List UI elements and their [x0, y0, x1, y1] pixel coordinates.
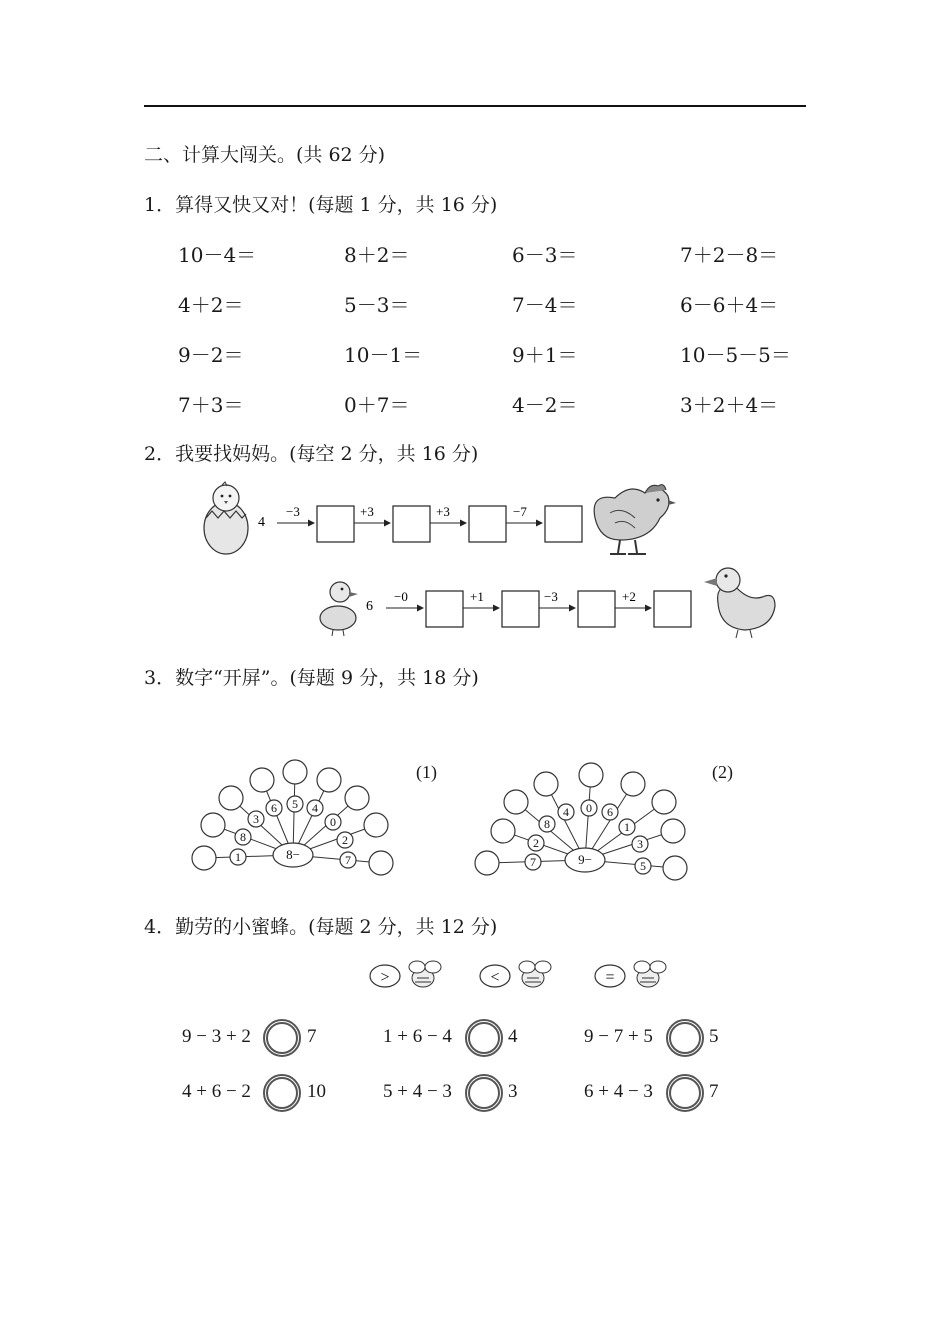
- equation: 10－5－5＝: [680, 343, 791, 367]
- blank-circle[interactable]: [652, 790, 676, 814]
- q1-title: 1．算得又快又对！(每题 1 分，共 16 分): [144, 194, 498, 216]
- comparison-left: 6 + 4 − 3: [584, 1081, 653, 1102]
- blank-circle[interactable]: [283, 760, 307, 784]
- fan-number: 5: [640, 859, 646, 873]
- comparison-left: 9 − 3 + 2: [182, 1026, 251, 1047]
- comparison-right: 7: [709, 1081, 719, 1102]
- answer-box[interactable]: [426, 591, 463, 627]
- bee-less-icon: [480, 961, 551, 987]
- equation: 7＋3＝: [178, 393, 244, 417]
- blank-circle[interactable]: [475, 851, 499, 875]
- compare-circle[interactable]: [263, 1019, 301, 1057]
- blank-circle[interactable]: [491, 819, 515, 843]
- equation: 8＋2＝: [344, 243, 410, 267]
- fan-number: 8: [240, 830, 246, 844]
- fan-number: 7: [530, 855, 536, 869]
- blank-circle[interactable]: [364, 813, 388, 837]
- fan-number: 1: [235, 850, 241, 864]
- equation: 10－4＝: [178, 243, 257, 267]
- comparison-right: 5: [709, 1026, 719, 1047]
- hen-icon: [594, 485, 676, 554]
- equation: 6－6＋4＝: [680, 293, 779, 317]
- fan-number: 1: [624, 820, 630, 834]
- fan-number: 8: [544, 817, 550, 831]
- compare-circle[interactable]: [465, 1019, 503, 1057]
- blank-circle[interactable]: [663, 856, 687, 880]
- fan-number: 3: [253, 812, 259, 826]
- fan-number: 3: [637, 837, 643, 851]
- equation: 9－2＝: [178, 343, 244, 367]
- operator-label: +1: [470, 589, 484, 604]
- comparison-right: 3: [508, 1081, 518, 1102]
- blank-circle[interactable]: [192, 846, 216, 870]
- comparison-right: 4: [508, 1026, 518, 1047]
- operator-label: −3: [544, 589, 558, 604]
- compare-circle[interactable]: [666, 1019, 704, 1057]
- operator-label: +3: [436, 504, 450, 519]
- q2-title: 2．我要找妈妈。(每空 2 分，共 16 分): [144, 443, 479, 465]
- fan-number: 5: [292, 797, 298, 811]
- comparison-left: 5 + 4 − 3: [383, 1081, 452, 1102]
- answer-box[interactable]: [469, 506, 506, 542]
- operator-label: +2: [622, 589, 636, 604]
- equation: 6－3＝: [512, 243, 578, 267]
- fan-center: 9−: [578, 852, 592, 867]
- fan-number: 7: [345, 853, 351, 867]
- bee-sign: =: [605, 969, 615, 986]
- equation: 5－3＝: [344, 293, 410, 317]
- fan-center: 8−: [286, 847, 300, 862]
- comparison-left: 9 − 7 + 5: [584, 1026, 653, 1047]
- blank-circle[interactable]: [201, 813, 225, 837]
- chick-in-egg-icon: [204, 482, 248, 554]
- bee-legend: [365, 953, 685, 999]
- fan-number: 6: [271, 801, 277, 815]
- bee-sign: >: [380, 969, 390, 986]
- answer-box[interactable]: [578, 591, 615, 627]
- fan-number: 0: [330, 815, 336, 829]
- bee-equal-icon: [595, 961, 666, 987]
- answer-box[interactable]: [654, 591, 691, 627]
- number-fans: [185, 752, 705, 887]
- compare-circle[interactable]: [666, 1074, 704, 1112]
- blank-circle[interactable]: [661, 819, 685, 843]
- blank-circle[interactable]: [250, 768, 274, 792]
- operator-label: −3: [286, 504, 300, 519]
- equation: 10－1＝: [344, 343, 423, 367]
- top-rule: [144, 105, 806, 107]
- blank-circle[interactable]: [504, 790, 528, 814]
- duck-icon: [704, 568, 775, 638]
- equation: 4－2＝: [512, 393, 578, 417]
- q4-title: 4．勤劳的小蜜蜂。(每题 2 分，共 12 分): [144, 916, 498, 938]
- equation: 0＋7＝: [344, 393, 410, 417]
- bee-sign: <: [490, 969, 500, 986]
- fan2-label: (2): [712, 762, 733, 782]
- blank-circle[interactable]: [219, 786, 243, 810]
- fan-number: 4: [312, 801, 318, 815]
- fan1-label: (1): [416, 762, 437, 782]
- q3-title: 3．数字“开屏”。(每题 9 分，共 18 分): [144, 667, 479, 689]
- comparison-right: 7: [307, 1026, 317, 1047]
- comparison-right: 10: [307, 1081, 326, 1102]
- answer-box[interactable]: [545, 506, 582, 542]
- operator-label: −0: [394, 589, 408, 604]
- operator-label: +3: [360, 504, 374, 519]
- fan-number: 0: [586, 801, 592, 815]
- compare-circle[interactable]: [465, 1074, 503, 1112]
- fan-number: 6: [607, 805, 613, 819]
- answer-box[interactable]: [317, 506, 354, 542]
- chain1-start: 4: [258, 515, 265, 530]
- comparison-left: 1 + 6 − 4: [383, 1026, 452, 1047]
- blank-circle[interactable]: [579, 763, 603, 787]
- equation: 7－4＝: [512, 293, 578, 317]
- section-title: 二、计算大闯关。(共 62 分): [144, 144, 386, 166]
- chain-diagram: [190, 478, 790, 643]
- operator-label: −7: [513, 504, 527, 519]
- chain2-start: 6: [366, 599, 373, 614]
- equation: 4＋2＝: [178, 293, 244, 317]
- blank-circle[interactable]: [317, 768, 341, 792]
- fan-number: 4: [563, 805, 569, 819]
- answer-box[interactable]: [393, 506, 430, 542]
- equation: 7＋2－8＝: [680, 243, 779, 267]
- equation: 9＋1＝: [512, 343, 578, 367]
- bee-greater-icon: [370, 961, 441, 987]
- blank-circle[interactable]: [369, 851, 393, 875]
- fan-number: 2: [342, 833, 348, 847]
- fan-number: 2: [533, 836, 539, 850]
- compare-circle[interactable]: [263, 1074, 301, 1112]
- blank-circle[interactable]: [621, 772, 645, 796]
- comparison-left: 4 + 6 − 2: [182, 1081, 251, 1102]
- equation: 3＋2＋4＝: [680, 393, 779, 417]
- blank-circle[interactable]: [534, 772, 558, 796]
- blank-circle[interactable]: [345, 786, 369, 810]
- duckling-icon: [320, 582, 358, 636]
- answer-box[interactable]: [502, 591, 539, 627]
